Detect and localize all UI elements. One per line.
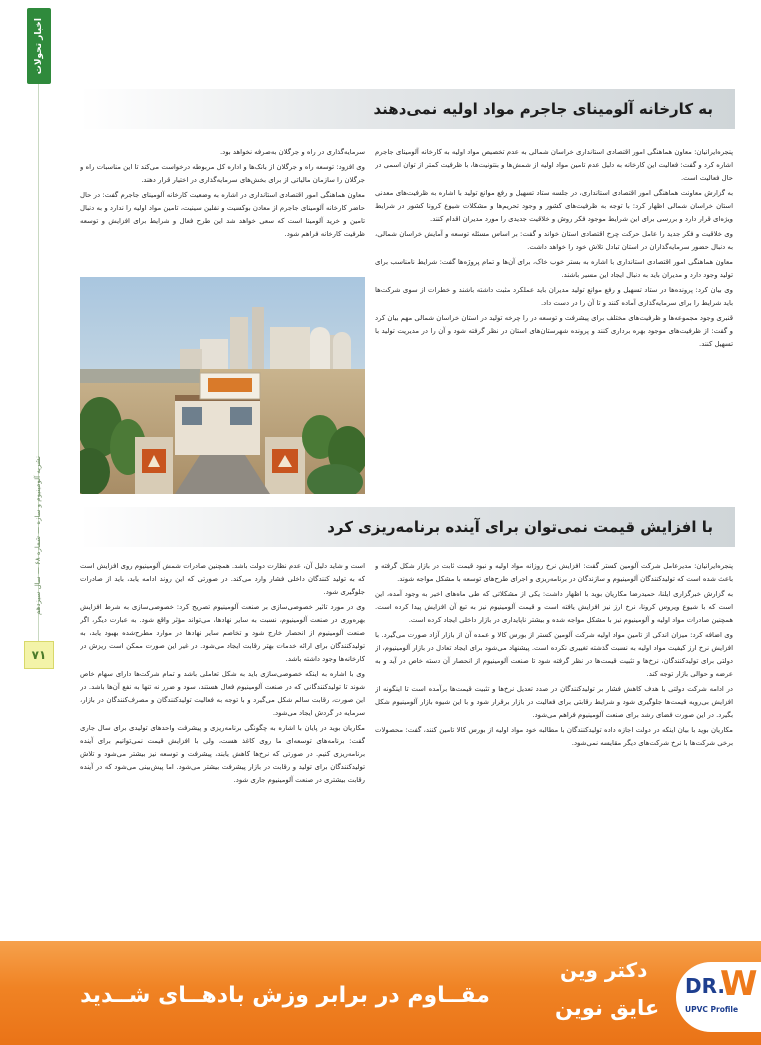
paragraph: مکاریان بوید در پایان با اشاره به چگونگی برنامه‌ریزی و پیشرفت واحدهای تولیدی برای سال جاری گفت: برنامه‌های توسعه‌ای ما روی کاغذ هست، ولی با افزایش قیمت نمی‌توانیم برای آینده برنامه‌ریزی کنیم. در صورتی که نرخ‌ها کاهش یابند، پیشرفت و توسعه نیز بیشتر می‌شود و تلاش تولیدکنندگان برای تولید و رقابت در بازار پیشرفت بیشتر می‌شود. اما پیش‌بینی می‌شود که در آینده رقابت بیشتری در صنعت آلومینیوم جاری شود. (80, 724, 365, 784)
paragraph: پنجره‌ایرانیان: معاون هماهنگی امور اقتصادی استانداری خراسان شمالی به عدم تخصیص مواد اولیه به کارخانه آلومینای جاجرم اشاره کرد و گفت: فعالیت این کارخانه به دلیل عدم تامین مواد اولیه از شمش‌ها و بنتونیت‌ها، با ظرفیت کمتر از توان اسمی در حال فعالیت است. (375, 148, 733, 182)
issue-footer (30, 425, 46, 645)
logo-subtitle: UPVC Profile (685, 1005, 739, 1014)
page-number: ۷۱ (24, 641, 54, 669)
ad-brand-name: دکتر وین (560, 958, 648, 982)
section-tab (27, 8, 51, 84)
article2-headline-bar (80, 507, 735, 547)
paragraph: وی بیان کرد: پرونده‌ها در ستاد تسهیل و رفع موانع تولید مدیران باید عملکرد مثبت داشته باشند و خطرات از سوی شرکت‌ها باید شرایط را برای سرمایه‌گذاری آماده کنند و تا آن را در دست داد. (375, 286, 733, 307)
paragraph: در ادامه شرکت دولتی با هدف کاهش فشار بر تولیدکنندگان در صدد تعدیل نرخ‌ها و تثبیت قیمت‌ها برآمده است تا اینگونه از افزایش بی‌رویه قیمت‌ها جلوگیری شود و شرایط رقابتی برای فعالیت در بازار برقرار شود و با این شیوه بازار آلومینیوم شکل بگیرد. در این صورت فضای رشد برای صنعت آلومینیوم فراهم می‌شود. (375, 685, 733, 719)
paragraph: مکاریان بوید با بیان اینکه در دولت اجازه داده تولیدکنندگان با مطالبه خود مواد اولیه از بورس کالا تامین کنند، گفت: محصولات برخی شرکت‌ها با نرخ شرکت‌های دیگر مقایسه نمی‌شود. (375, 726, 733, 747)
article2-right-column (375, 560, 733, 938)
paragraph: وی افزود: توسعه راه و جرگلان از بانک‌ها و اداره کل مربوطه درخواست می‌کند تا این مناسبات راه و جرگلان را سازمان مالیاتی از برای بخش‌های سرمایه‌گذاری در اختیار قرار دهند. (80, 163, 365, 184)
ad-slogan: مقــاوم در برابر وزش بادهــای شــدید (80, 983, 490, 1008)
paragraph: معاون هماهنگی امور اقتصادی استانداری در اشاره به وضعیت کارخانه آلومینای جاجرم گفت: در حال حاضر کارخانه آلومینای جاجرم از معادن بوکسیت و نفلین سینیت، تامین مواد اولیه را ندارد و به دنبال تامین و خرید آلومینا است که سعی خواهد شد این طرح فعال و شرایط برای افزایش و توسعه ظرفیت کارخانه فراهم شود. (80, 191, 365, 238)
paragraph: وی اضافه کرد: میزان اندکی از تامین مواد اولیه شرکت آلومین کستر از بورس کالا و عمده آن از بازار آزاد صورت می‌گیرد. با افزایش نرخ ارز کیفیت مواد اولیه به نسبت گذشته تغییری نکرده است. پیشنهاد می‌شود برای ایجاد تعادل در بازار آلومینیوم، از دولتی برای تولیدکنندگان، نرخ‌ها و تثبیت قیمت‌ها در نظر گرفته شود تا صنعت آلومینیوم از انحصار آن دسته خاص در آید و به عرضه و حوالی بازار توجه کند. (375, 631, 733, 678)
drwin-logo (676, 962, 761, 1032)
paragraph: وی در مورد تاثیر خصوصی‌سازی بر صنعت آلومینیوم تصریح کرد: خصوصی‌سازی به شرط افزایش بهره‌وری در صنعت آلومینیوم، نسبت به سایر نهادها، می‌تواند مؤثر واقع شود. به عبارت دیگر، اگر صنعت آلومینیوم از انحصار خارج شود و تخاصم سایر نهادها در موارد مطرح‌شده بهبود یابد، به تولیدکنندگان برای ارائه خدمات بهتر رقابت ایجاد می‌شود. در غیر این صورت ممکن است ریزش در کارخانه‌ها وجود داشته باشد. (80, 603, 365, 663)
issue-footer-label: نشریه آلومینیوم و سازه — شماره ۶۸ — سال سیزدهم (34, 455, 42, 615)
paragraph: پنجره‌ایرانیان: مدیرعامل شرکت آلومین کستر گفت: افزایش نرخ روزانه مواد اولیه و نبود قیمت ثابت در بازار شکل گرفته و باعث شده است که تولیدکنندگان آلومینیوم و سازندگان در برنامه‌ریزی و اجرای طرح‌های توسعه با مشکل مواجه شوند. (375, 562, 733, 583)
paragraph: به گزارش خبرگزاری ایلنا، حمیدرضا مکاریان بوید با اظهار داشت: یکی از مشکلاتی که طی ماه‌های اخیر به وجود آمده، این است که با شیوع ویروس کرونا، نرخ ارز نیز افزایش یافته است و قیمت آلومینیوم نیز به تبع آن افزایش پیدا کرده است. همچنین صادرات مواد اولیه و آلومینیوم نیز با مشکل مواجه شده و بیشتر ناپایداری در بازار داخلی ایجاد کرده است. (375, 590, 733, 624)
section-tab-label: اخبار تحولات (34, 17, 44, 75)
article1-right-column (375, 146, 733, 491)
logo-w-text: W (720, 964, 758, 1004)
paragraph: وی خلاقیت و فکر جدید را عامل حرکت چرخ اقتصادی استان خواند و گفت: بر اساس مسئله توسعه و آمایش خراسان شمالی، به دنبال حضور سرمایه‌گذاران در استان تبادل تلاش خود را خواهد داشت. (375, 230, 733, 251)
article2-title: با افزایش قیمت نمی‌توان برای آینده برنامه‌ریزی کرد (327, 518, 713, 536)
factory-illustration (80, 277, 365, 494)
factory-photo (80, 277, 365, 494)
logo-dr-text: DR. (685, 974, 725, 998)
article1-title: به کارخانه آلومینای جاجرم مواد اولیه نمی‌دهند (373, 100, 713, 118)
paragraph: معاون هماهنگی امور اقتصادی استانداری با اشاره به بستر خوب خاک، برای آن‌ها و تمام پروژه‌ها گفت: شرایط نامناسب برای تولید وجود دارد و مدیران باید به دنبال ایجاد این مسیر باشند. (375, 258, 733, 279)
article2-left-column (80, 560, 365, 938)
article1-left-column (80, 146, 365, 272)
paragraph: قنبری وجود مجموعه‌ها و ظرفیت‌های مختلف برای پیشرفت و توسعه در را چرخه تولید در استان خراسان شمالی مهم بیان کرد و گفت: از ظرفیت‌های موجود بهره برداری کنند و پرونده شهرستان‌های استان در نظر گرفته شود و آن را در مدیریت تولید با تسهیل کنند. (375, 314, 733, 348)
ad-brand-subtitle: عایق نوین (555, 996, 660, 1020)
paragraph: وی با اشاره به اینکه خصوصی‌سازی باید به شکل تعاملی باشد و تمام شرکت‌ها دارای سهام خاص شوند تا تولیدکنندگانی که در صنعت آلومینیوم فعال هستند، سود و ضرر نه تنها به نفع آن‌ها باشد. در این صورت، رقابت سالم شکل می‌گیرد و با توجه به فعالیت تولیدکنندگان و مصرف‌کنندگان در بازار، سرمایه در گردش ایجاد می‌شود. (80, 670, 365, 717)
paragraph: سرمایه‌گذاری در راه و جرگلان به‌صرفه نخواهد بود. (219, 148, 365, 156)
paragraph: به گزارش معاونت هماهنگی امور اقتصادی استانداری، در جلسه ستاد تسهیل و رفع موانع تولید با اشاره به ظرفیت‌های معدنی استان خراسان شمالی اظهار کرد: با توجه به ظرفیت‌های کشور و وجود تحریم‌ها و مشکلات شیوع کرونا کشور در شرایط ویژه‌ای قرار دارد و بررسی برای این شرایط موجود فکر روش و خلاقیت جدیدی را مورد مدیران اقدام کنند. (375, 189, 733, 223)
article1-headline-bar (80, 89, 735, 129)
paragraph: است و شاید دلیل آن، عدم نظارت دولت باشد. همچنین صادرات شمش آلومینیوم روی افزایش است که به تولید کنندگان داخلی فشار وارد می‌کند. در صورتی که این روند ادامه یابد، باید از صادرات جلوگیری شود. (80, 562, 365, 596)
